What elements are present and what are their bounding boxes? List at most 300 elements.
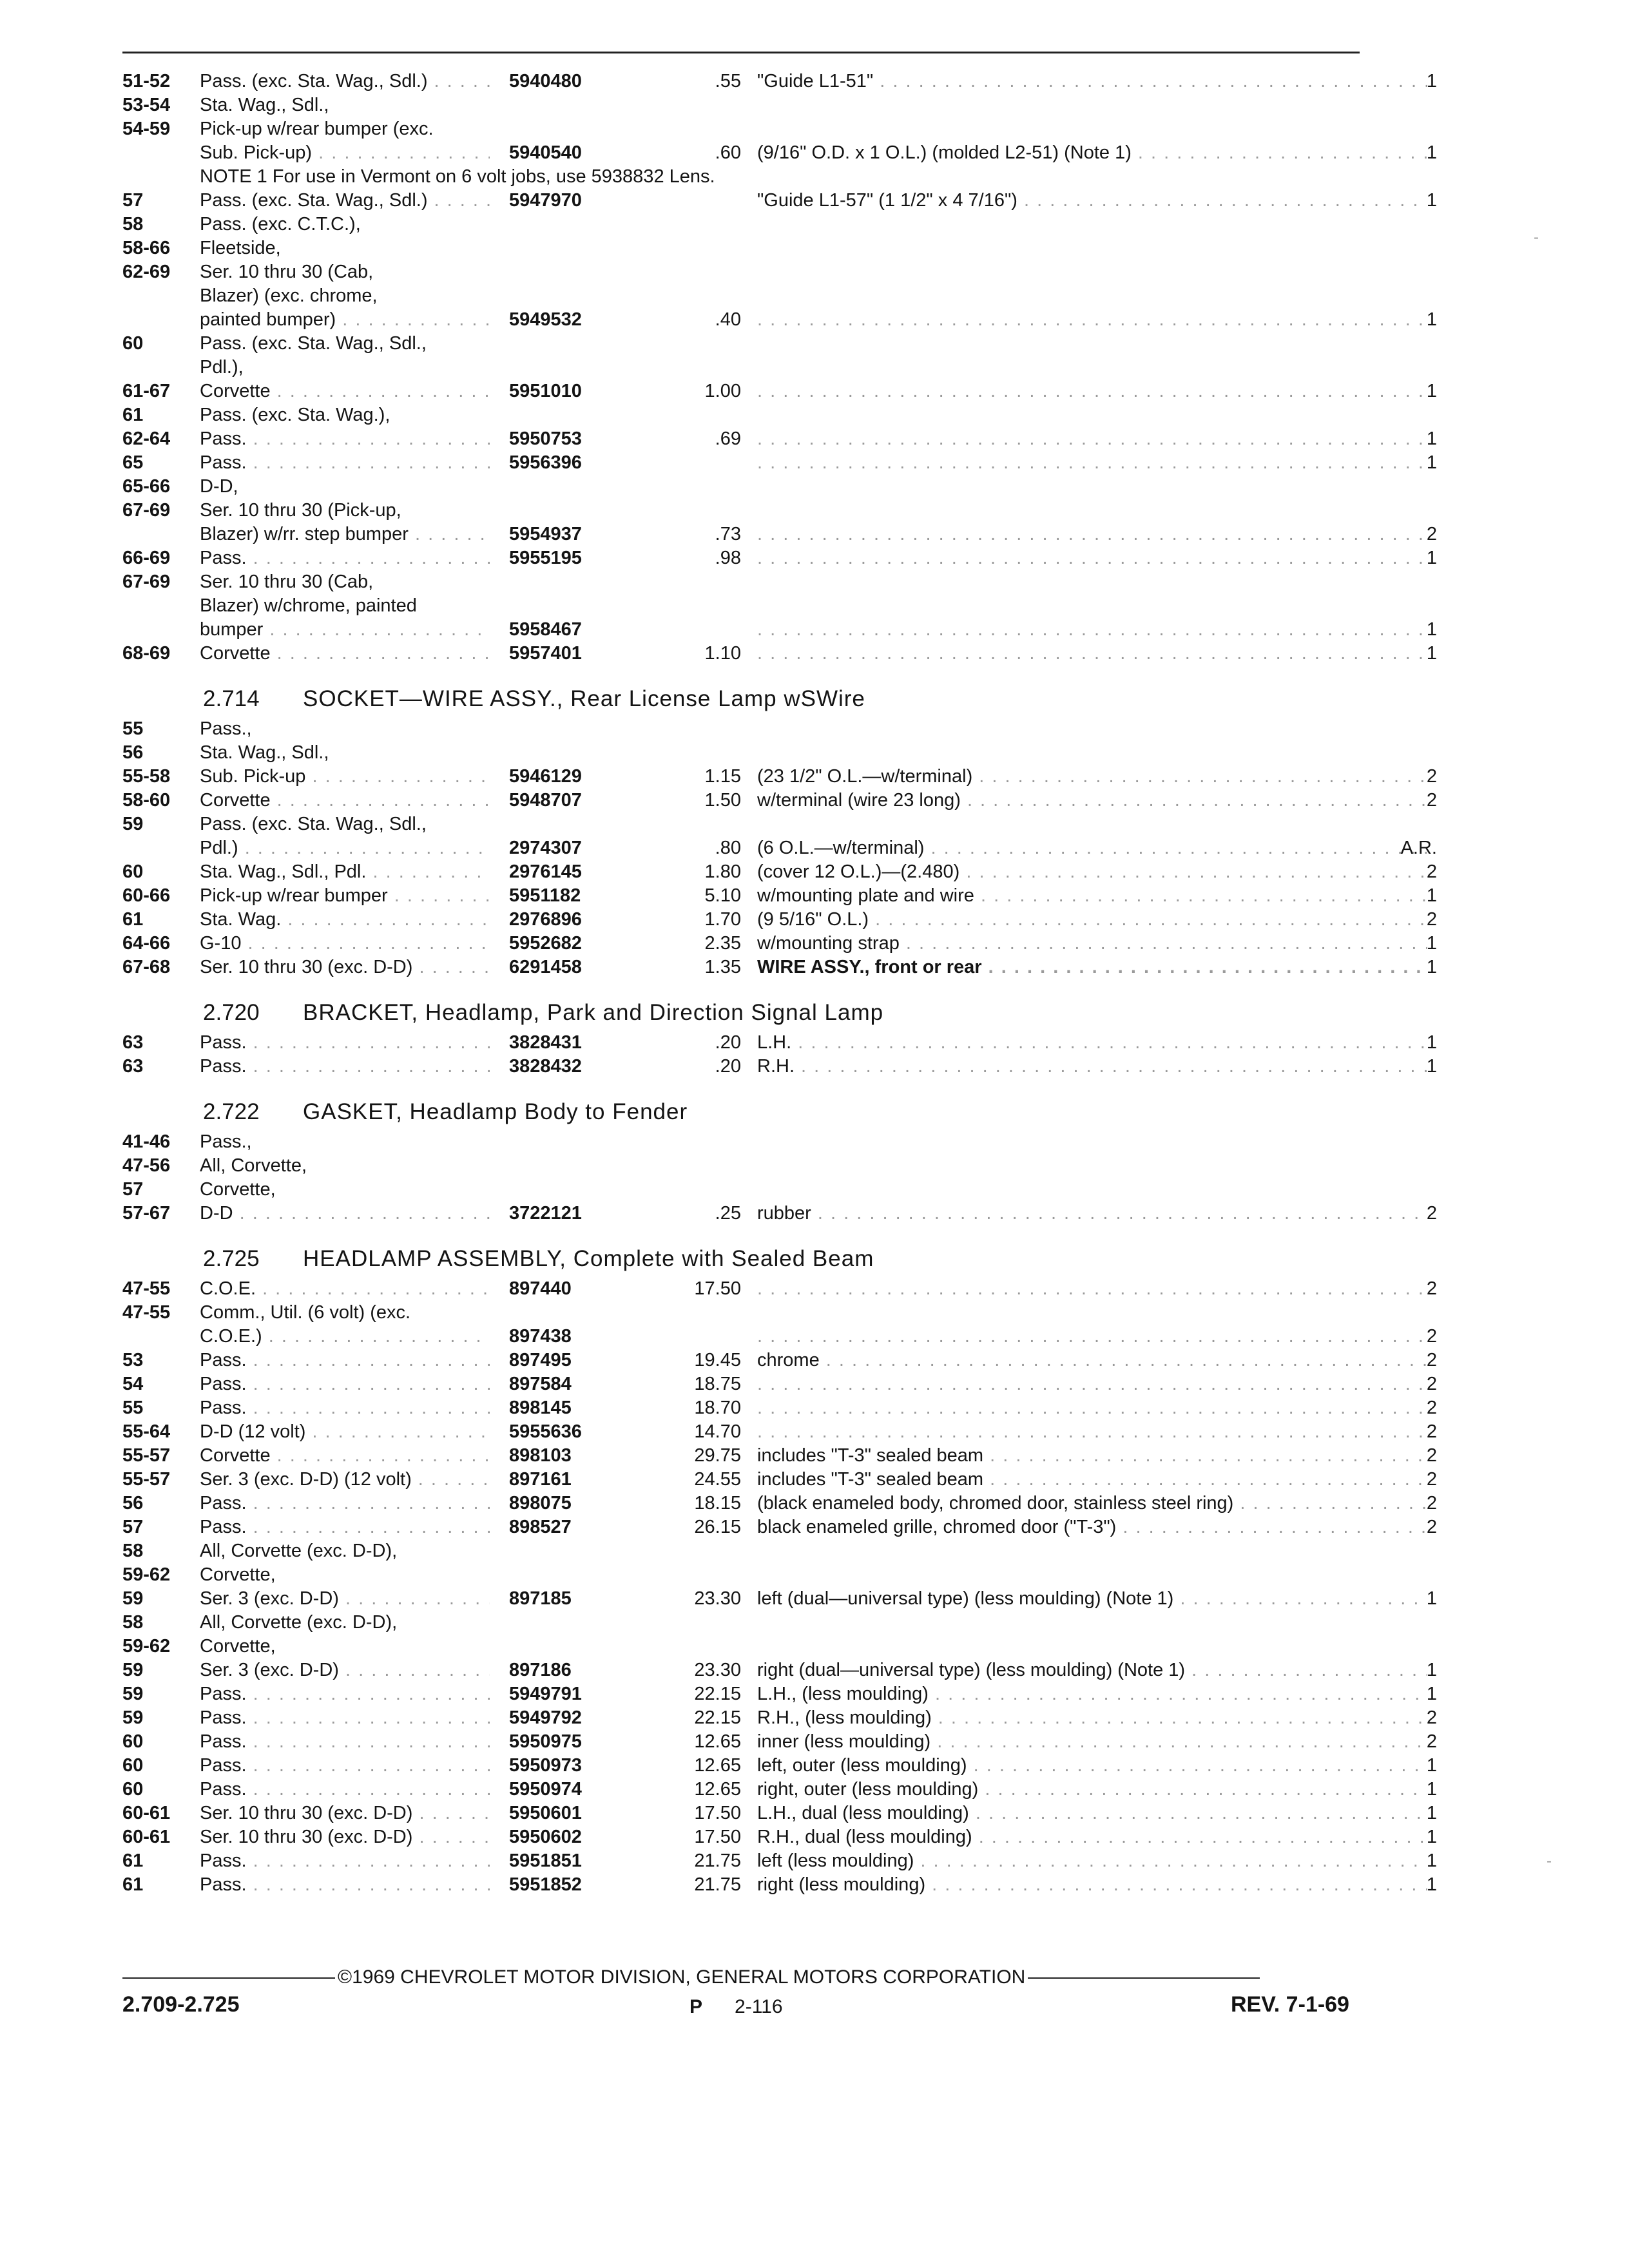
part-number: 5958467 <box>509 619 582 640</box>
remarks: right (less moulding) . . . <box>757 1873 1427 1897</box>
part-number: 898145 <box>509 1398 572 1418</box>
remarks <box>757 642 1427 666</box>
list-price: 23.30 <box>694 1660 741 1680</box>
section-title: BRACKET, Headlamp, Park and Direction Signal Lamp <box>303 1000 884 1025</box>
quantity: 1 <box>1426 142 1437 163</box>
quantity: 1 <box>1426 1588 1437 1609</box>
list-price: .20 <box>715 1032 741 1053</box>
section-heading <box>122 1241 1411 1277</box>
part-number: 5957401 <box>509 643 582 664</box>
list-price: 5.10 <box>704 885 741 906</box>
model-years: 59 <box>122 1660 144 1680</box>
model-years: 47-56 <box>122 1155 171 1176</box>
application: Pass. . . . <box>200 1396 490 1420</box>
application: Pass. (exc. Sta. Wag., Sdl., <box>200 814 427 834</box>
quantity: 2 <box>1426 1326 1437 1347</box>
list-price: .98 <box>715 548 741 568</box>
remarks <box>757 1420 1427 1444</box>
model-years: 57 <box>122 1517 144 1537</box>
part-row <box>122 499 1411 523</box>
application: Blazer) w/rr. step bumper . . . <box>200 523 490 546</box>
application: Pdl.), <box>200 357 244 378</box>
list-price: .69 <box>715 428 741 449</box>
model-years: 54 <box>122 1374 144 1394</box>
part-row <box>122 403 1411 427</box>
part-row <box>122 1154 1411 1178</box>
model-years: 60-61 <box>122 1803 171 1823</box>
application: Ser. 3 (exc. D-D) . . . <box>200 1587 490 1611</box>
part-row <box>122 1515 1437 1539</box>
part-number: 2976145 <box>509 861 582 882</box>
part-number: 5950975 <box>509 1731 582 1752</box>
application: Corvette, <box>200 1179 276 1200</box>
model-years: 67-68 <box>122 957 171 977</box>
part-row <box>122 1635 1411 1658</box>
application: D-D (12 volt) . . . <box>200 1420 490 1444</box>
quantity: 2 <box>1426 1278 1437 1299</box>
application: bumper . . . <box>200 618 490 642</box>
quantity: 2 <box>1426 1493 1437 1514</box>
part-row <box>122 1130 1411 1154</box>
part-number: 898527 <box>509 1517 572 1537</box>
remarks: inner (less moulding) . . . <box>757 1730 1427 1754</box>
remarks: w/mounting plate and wire . . . <box>757 884 1427 908</box>
margin-mark: - <box>1547 1852 1552 1870</box>
quantity: 1 <box>1426 1684 1437 1704</box>
model-years: 59 <box>122 1588 144 1609</box>
part-number: 5950974 <box>509 1779 582 1800</box>
quantity: 1 <box>1426 381 1437 401</box>
model-years: 59-62 <box>122 1636 171 1657</box>
model-years: 58-60 <box>122 790 171 811</box>
part-number: 897438 <box>509 1326 572 1347</box>
quantity: 1 <box>1426 957 1437 977</box>
section-number: 2.714 <box>203 686 260 711</box>
part-number: 5950973 <box>509 1755 582 1776</box>
model-years: 61 <box>122 405 144 425</box>
remarks: L.H. . . . <box>757 1031 1427 1055</box>
footer-rule-left <box>122 1977 335 1979</box>
model-years: 67-69 <box>122 500 171 521</box>
remarks: R.H. . . . <box>757 1055 1427 1079</box>
remarks: right (dual—universal type) (less moulding) (Note 1) . . . <box>757 1658 1427 1682</box>
remarks: w/mounting strap . . . <box>757 932 1427 956</box>
model-years: 47-55 <box>122 1278 171 1299</box>
list-price: .80 <box>715 838 741 858</box>
remarks <box>757 1277 1427 1301</box>
model-years: 60-66 <box>122 885 171 906</box>
quantity: 2 <box>1426 790 1437 811</box>
part-row <box>122 1277 1437 1301</box>
application: Ser. 10 thru 30 (exc. D-D) . . . <box>200 956 490 979</box>
model-years: 60 <box>122 1731 144 1752</box>
model-years: 55-57 <box>122 1469 171 1490</box>
part-row <box>122 1825 1437 1849</box>
application: Sta. Wag., Sdl., <box>200 95 329 115</box>
list-price: 18.75 <box>694 1374 741 1394</box>
quantity: 2 <box>1426 861 1437 882</box>
part-row <box>122 1658 1437 1682</box>
section-heading <box>122 1094 1411 1130</box>
remarks: includes "T-3" sealed beam . . . <box>757 1444 1427 1468</box>
part-number: 5951851 <box>509 1850 582 1871</box>
model-years: 60 <box>122 1779 144 1800</box>
section-gap <box>122 1225 1411 1241</box>
model-years: 61-67 <box>122 381 171 401</box>
remarks: (black enameled body, chromed door, stainless steel ring) . . . <box>757 1492 1427 1515</box>
application: Sta. Wag., Sdl., <box>200 742 329 763</box>
part-row <box>122 356 1411 380</box>
part-row <box>122 1730 1437 1754</box>
application: Pass. . . . <box>200 1515 490 1539</box>
application: Fleetside, <box>200 238 281 258</box>
application: Ser. 10 thru 30 (exc. D-D) . . . <box>200 1825 490 1849</box>
application: Pass. (exc. Sta. Wag., Sdl.) . . . <box>200 189 490 213</box>
list-price: 17.50 <box>694 1803 741 1823</box>
list-price: .40 <box>715 309 741 330</box>
application: Pass. . . . <box>200 546 490 570</box>
part-row <box>122 1539 1411 1563</box>
remarks: L.H., dual (less moulding) . . . <box>757 1802 1427 1825</box>
model-years: 54-59 <box>122 119 171 139</box>
model-years: 58 <box>122 214 144 235</box>
part-number: 2976896 <box>509 909 582 930</box>
part-row <box>122 213 1411 236</box>
quantity: 1 <box>1426 885 1437 906</box>
remarks: WIRE ASSY., front or rear . . . <box>757 956 1427 979</box>
part-row <box>122 1778 1437 1802</box>
application: Ser. 3 (exc. D-D) (12 volt) . . . <box>200 1468 490 1492</box>
application: Comm., Util. (6 volt) (exc. <box>200 1302 411 1323</box>
remarks: black enameled grille, chromed door ("T-3") . . . <box>757 1515 1427 1539</box>
application: Pass. . . . <box>200 1055 490 1079</box>
quantity: 1 <box>1426 1874 1437 1895</box>
list-price: 23.30 <box>694 1588 741 1609</box>
quantity: 2 <box>1426 1517 1437 1537</box>
model-years: 56 <box>122 1493 144 1514</box>
section-title: HEADLAMP ASSEMBLY, Complete with Sealed Beam <box>303 1246 874 1271</box>
part-number: 897495 <box>509 1350 572 1370</box>
application: Pass. (exc. Sta. Wag., Sdl., <box>200 333 427 354</box>
part-row <box>122 141 1437 165</box>
model-years: 59-62 <box>122 1564 171 1585</box>
list-price: 26.15 <box>694 1517 741 1537</box>
application: Ser. 3 (exc. D-D) . . . <box>200 1658 490 1682</box>
part-row <box>122 1372 1437 1396</box>
section-number: 2.722 <box>203 1099 260 1124</box>
application: All, Corvette, <box>200 1155 307 1176</box>
quantity: 1 <box>1426 452 1437 473</box>
model-years: 61 <box>122 1874 144 1895</box>
remarks: (cover 12 O.L.)—(2.480) . . . <box>757 860 1427 884</box>
part-row <box>122 546 1437 570</box>
part-row <box>122 1611 1411 1635</box>
part-row <box>122 1055 1437 1079</box>
parts-catalog-body <box>122 70 1437 1897</box>
application: NOTE 1 For use in Vermont on 6 volt jobs, use 5938832 Lens. <box>200 166 715 187</box>
application: Pdl.) . . . <box>200 836 490 860</box>
quantity: 1 <box>1426 1779 1437 1800</box>
application: Sub. Pick-up . . . <box>200 765 490 789</box>
quantity: 1 <box>1426 190 1437 211</box>
application: Sta. Wag., Sdl., Pdl. . . . <box>200 860 490 884</box>
model-years: 53-54 <box>122 95 171 115</box>
part-row <box>122 1301 1411 1325</box>
quantity: 1 <box>1426 1850 1437 1871</box>
application: Pass., <box>200 1131 252 1152</box>
quantity: 1 <box>1426 71 1437 91</box>
part-number: 6291458 <box>509 957 582 977</box>
part-row <box>122 642 1437 666</box>
footer-group-range: 2.709-2.725 <box>122 1992 240 2017</box>
part-row <box>122 117 1411 141</box>
part-number: 5946129 <box>509 766 582 787</box>
quantity: 2 <box>1426 1398 1437 1418</box>
model-years: 55 <box>122 718 144 739</box>
remarks: (6 O.L.—w/terminal) . . . <box>757 836 1427 860</box>
list-price: 17.50 <box>694 1827 741 1847</box>
quantity: 2 <box>1426 524 1437 544</box>
part-number: 5949791 <box>509 1684 582 1704</box>
part-row <box>122 932 1437 956</box>
remarks: "Guide L1-57" (1 1/2" x 4 7/16") . . . <box>757 189 1427 213</box>
part-row <box>122 1587 1437 1611</box>
model-years: 65 <box>122 452 144 473</box>
model-years: 58-66 <box>122 238 171 258</box>
quantity: 1 <box>1426 309 1437 330</box>
footer-revision: REV. 7-1-69 <box>1231 1992 1349 2017</box>
quantity: 1 <box>1426 1660 1437 1680</box>
model-years: 64-66 <box>122 933 171 954</box>
part-row <box>122 1468 1437 1492</box>
part-row <box>122 812 1411 836</box>
part-number: 5950601 <box>509 1803 582 1823</box>
part-row <box>122 1031 1437 1055</box>
application: Pass. . . . <box>200 1778 490 1802</box>
part-number: 3828432 <box>509 1056 582 1077</box>
application: Sta. Wag. . . . <box>200 908 490 932</box>
application: Sub. Pick-up) . . . <box>200 141 490 165</box>
application: Pass., <box>200 718 252 739</box>
part-row <box>122 1849 1437 1873</box>
remarks: R.H., dual (less moulding) . . . <box>757 1825 1427 1849</box>
part-number: 5948707 <box>509 790 582 811</box>
part-row <box>122 332 1411 356</box>
application: C.O.E. . . . <box>200 1277 490 1301</box>
part-row <box>122 741 1411 765</box>
list-price: 1.00 <box>704 381 741 401</box>
section-gap <box>122 666 1411 681</box>
application: Pass. (exc. Sta. Wag., Sdl.) . . . <box>200 70 490 93</box>
footer-copyright: ©1969 CHEVROLET MOTOR DIVISION, GENERAL MOTORS CORPORATION <box>338 1966 1026 1988</box>
model-years: 51-52 <box>122 71 171 91</box>
quantity: 1 <box>1426 1827 1437 1847</box>
part-number: 5951010 <box>509 381 582 401</box>
section-number: 2.720 <box>203 1000 260 1025</box>
list-price: 14.70 <box>694 1421 741 1442</box>
application: Pass. . . . <box>200 1492 490 1515</box>
part-row <box>122 884 1437 908</box>
quantity: 1 <box>1426 428 1437 449</box>
part-row <box>122 765 1437 789</box>
part-row <box>122 1563 1411 1587</box>
part-row <box>122 189 1437 213</box>
part-number: 5940540 <box>509 142 582 163</box>
quantity: 2 <box>1426 1731 1437 1752</box>
quantity: 2 <box>1426 1445 1437 1466</box>
part-number: 2974307 <box>509 838 582 858</box>
section-title: GASKET, Headlamp Body to Fender <box>303 1099 688 1124</box>
part-row <box>122 570 1411 594</box>
application: Blazer) (exc. chrome, <box>200 285 378 306</box>
application: All, Corvette (exc. D-D), <box>200 1541 398 1561</box>
model-years: 68-69 <box>122 643 171 664</box>
remarks: (9/16" O.D. x 1 O.L.) (molded L2-51) (Note 1) . . . <box>757 141 1427 165</box>
footer-page-prefix: P <box>689 1996 703 2017</box>
remarks: w/terminal (wire 23 long) . . . <box>757 789 1427 812</box>
model-years: 55-58 <box>122 766 171 787</box>
part-row <box>122 1706 1437 1730</box>
application: Corvette . . . <box>200 642 490 666</box>
part-row <box>122 1802 1437 1825</box>
model-years: 61 <box>122 1850 144 1871</box>
part-number: 5949792 <box>509 1707 582 1728</box>
part-row <box>122 1396 1437 1420</box>
part-number: 3828431 <box>509 1032 582 1053</box>
quantity: 2 <box>1426 766 1437 787</box>
remarks <box>757 1325 1427 1349</box>
model-years: 63 <box>122 1056 144 1077</box>
application: Pass. . . . <box>200 1873 490 1897</box>
remarks <box>757 618 1427 642</box>
model-years: 60 <box>122 861 144 882</box>
list-price: .55 <box>715 71 741 91</box>
model-years: 55-64 <box>122 1421 171 1442</box>
part-row <box>122 1682 1437 1706</box>
application: Pass. . . . <box>200 1706 490 1730</box>
remarks: right, outer (less moulding) . . . <box>757 1778 1427 1802</box>
margin-mark: - <box>1534 229 1539 246</box>
model-years: 62-69 <box>122 262 171 282</box>
part-number: 5951182 <box>509 885 581 906</box>
list-price: .25 <box>715 1203 741 1224</box>
part-row <box>122 451 1437 475</box>
part-row <box>122 93 1411 117</box>
quantity: 1 <box>1426 1803 1437 1823</box>
list-price: 18.15 <box>694 1493 741 1514</box>
part-row <box>122 1349 1437 1372</box>
application: Pass. . . . <box>200 1849 490 1873</box>
list-price: 1.50 <box>704 790 741 811</box>
part-number: 5955636 <box>509 1421 582 1442</box>
part-row <box>122 1492 1437 1515</box>
part-row <box>122 1420 1437 1444</box>
quantity: 1 <box>1426 643 1437 664</box>
quantity: 2 <box>1426 909 1437 930</box>
part-row <box>122 236 1411 260</box>
application: Pick-up w/rear bumper . . . <box>200 884 490 908</box>
remarks <box>757 451 1427 475</box>
part-row <box>122 70 1437 93</box>
quantity: 2 <box>1426 1707 1437 1728</box>
model-years: 47-55 <box>122 1302 171 1323</box>
model-years: 41-46 <box>122 1131 171 1152</box>
part-number: 898075 <box>509 1493 572 1514</box>
part-row <box>122 475 1411 499</box>
list-price: 1.70 <box>704 909 741 930</box>
part-row <box>122 717 1411 741</box>
application: Corvette . . . <box>200 789 490 812</box>
part-row <box>122 284 1411 308</box>
list-price: 22.15 <box>694 1707 741 1728</box>
model-years: 59 <box>122 1707 144 1728</box>
remarks: left (less moulding) . . . <box>757 1849 1427 1873</box>
application: Pick-up w/rear bumper (exc. <box>200 119 434 139</box>
model-years: 57 <box>122 1179 144 1200</box>
application: Corvette . . . <box>200 380 490 403</box>
application: Pass. . . . <box>200 1031 490 1055</box>
remarks: includes "T-3" sealed beam . . . <box>757 1468 1427 1492</box>
list-price: 18.70 <box>694 1398 741 1418</box>
list-price: 24.55 <box>694 1469 741 1490</box>
application: Blazer) w/chrome, painted <box>200 595 417 616</box>
part-number: 5956396 <box>509 452 582 473</box>
part-row <box>122 523 1437 546</box>
model-years: 67-69 <box>122 572 171 592</box>
part-number: 5952682 <box>509 933 582 954</box>
application: Pass. . . . <box>200 451 490 475</box>
part-row <box>122 1325 1437 1349</box>
part-row <box>122 1873 1437 1897</box>
list-price: 12.65 <box>694 1779 741 1800</box>
footer-rule-right <box>1028 1977 1260 1979</box>
application: Ser. 10 thru 30 (Cab, <box>200 262 374 282</box>
application: G-10 . . . <box>200 932 490 956</box>
remarks <box>757 427 1427 451</box>
part-number: 5950753 <box>509 428 582 449</box>
remarks: (9 5/16" O.L.) . . . <box>757 908 1427 932</box>
list-price: 2.35 <box>704 933 741 954</box>
remarks <box>757 523 1427 546</box>
quantity: 2 <box>1426 1203 1437 1224</box>
application: Pass. (exc. C.T.C.), <box>200 214 361 235</box>
list-price: 22.15 <box>694 1684 741 1704</box>
part-row <box>122 908 1437 932</box>
part-row <box>122 594 1411 618</box>
part-number: 5955195 <box>509 548 582 568</box>
application: D-D . . . <box>200 1202 490 1225</box>
remarks <box>757 380 1427 403</box>
model-years: 55-57 <box>122 1445 171 1466</box>
remarks: left (dual—universal type) (less moulding) (Note 1) . . . <box>757 1587 1427 1611</box>
application: Corvette, <box>200 1564 276 1585</box>
model-years: 60-61 <box>122 1827 171 1847</box>
part-row <box>122 427 1437 451</box>
model-years: 57-67 <box>122 1203 171 1224</box>
part-number: 897185 <box>509 1588 572 1609</box>
application: painted bumper) . . . <box>200 308 490 332</box>
part-number: 5954937 <box>509 524 582 544</box>
quantity: 1 <box>1426 1056 1437 1077</box>
section-gap <box>122 979 1411 995</box>
remarks <box>757 308 1427 332</box>
section-gap <box>122 1079 1411 1094</box>
list-price: 29.75 <box>694 1445 741 1466</box>
application: Ser. 10 thru 30 (Cab, <box>200 572 374 592</box>
application: Corvette, <box>200 1636 276 1657</box>
part-row <box>122 308 1437 332</box>
quantity: 1 <box>1426 1032 1437 1053</box>
